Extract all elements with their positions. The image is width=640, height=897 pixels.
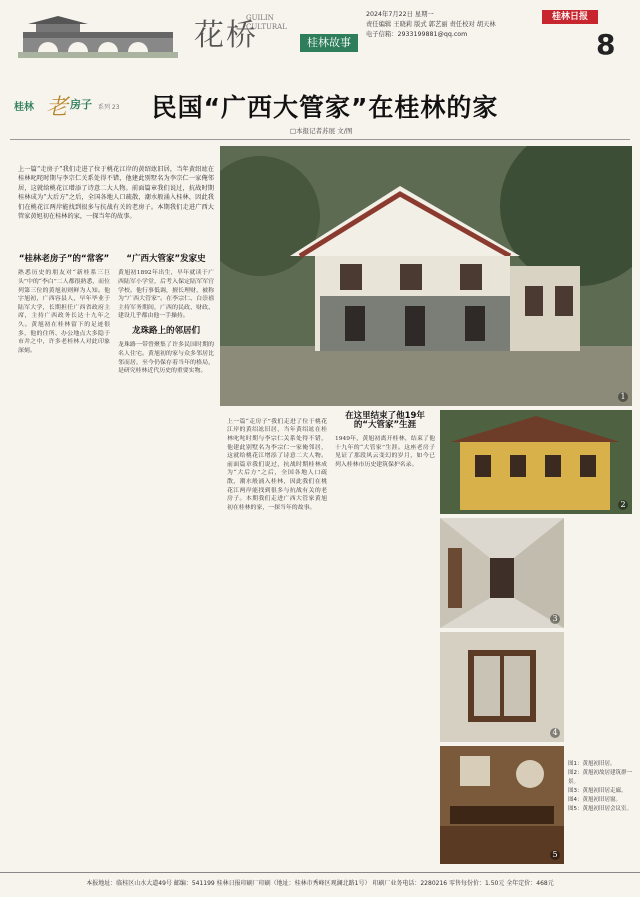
byline: □本报记者苏展 文/图 [290,127,353,135]
photo-1 [220,146,632,406]
section-heading: “广西大管家”发家史 [126,254,206,264]
section-body: 熟悉历史的朋友对“新桂系三巨头”中的“李白”二人都很熟悉，而位列第三位的黄旭初则鲜为人知。他字旭初，广西容县人，早年毕业于陆军大学，长期担任广西省政府主席，主持广西政务长达十九年之久。黄旭初在桂林留下的足迹很多，他的住所、办公地点大多隐于市井之中，许多老桂林人对此印象深刻。 [18,270,110,354]
section-body: 1949年，黄旭初离开桂林，结束了他十九年的“大管家”生涯。这座老房子见证了那段风云变幻的岁月，如今已列入桂林市历史建筑保护名录。 [335,436,435,468]
caption: 图4：黄旭初旧居窗。 [568,797,621,803]
column-badge: 桂林故事 [300,34,358,52]
masthead [0,0,640,92]
caption: 图2：黄旭初故居建筑群一景。 [568,770,633,785]
staff-line: 责任编辑 王晓莉 版式 郭艺丽 责任校对 胡天林 [366,21,496,28]
photo-number: 1 [618,392,628,402]
caption: 图3：黄旭初旧居走廊。 [568,788,627,794]
text-column-2 [118,255,214,382]
photo-3 [440,518,564,628]
photo-4 [440,632,564,742]
photo-number: 3 [550,614,560,624]
series-issue: 系列 23 [98,104,120,111]
series-mark: 老 [46,95,69,120]
email-line: 电子信箱：2933199881@qq.com [366,31,468,38]
text-column-1 [18,255,110,361]
masthead-info [366,10,496,40]
section-heading: 龙珠路上的邻居们 [131,325,200,336]
series-prefix: 桂林 [14,102,34,113]
section-body: 黄旭初1892年出生，早年就读于广西陆军小学堂，后考入保定陆军军官学校。他行事低调，擅长理财，被称为“广西大管家”。在李宗仁、白崇禧主持军务期间，广西的民政、财政、建设几乎都由他一手操持。 [118,270,214,320]
section-heading: “桂林老房子”的“常客” [18,254,110,264]
text-column-4 [335,412,435,475]
photo-2 [440,410,632,514]
divider [10,139,630,140]
caption: 图1：黄旭初旧居。 [568,761,616,767]
section-heading: 在这里结束了他19年的“大管家”生涯 [345,411,425,430]
footer: 本报地址：临桂区山水大道49号 邮编：541199 桂林日报印刷厂印刷（地址：桂林市秀峰区观澜北路1号） 印刷厂业务电话：2280216 零售每份价：1.50元 全年定价：468元 [0,872,640,897]
series-badge [8,88,138,120]
section-pinyin: GUILIN CULTURAL [246,14,287,31]
photo-number: 4 [550,728,560,738]
paper-logo: 桂林日报 [542,10,598,24]
caption: 图5：黄旭初旧居会议室。 [568,806,633,812]
section-body: 龙珠路一带曾聚集了许多民国时期的名人住宅。黄旭初的家与众多邻居比邻而居，至今仍保存着当年的格局，是研究桂林近代历史的重要实物。 [118,342,214,375]
bridge-logo-icon [18,10,178,58]
lead-paragraph: 上一篇“走房子”我们走进了位于桃花江岸的黄绍竑旧居，当年黄绍竑在桂林叱咤时期与李宗仁关系处得不错，他建此别墅名为李宗仁一家俺邻居，这就给桃花江增添了诗意二大人物。前面篇章我们说过，抗战时期桂林成为“大后方”之后，全国各地人口疏散，潮水般涌入桂林，因此我们在桃花江两岸能找到很多与抗战有关的老房子。本期我们走进广西大管家黄旭初在桂林的家，一探当年的故事。 [18,166,214,221]
section-body: 上一篇“走房子”我们走进了位于桃花江岸的黄绍竑旧居，当年黄绍竑在桂林叱咤时期与李宗仁关系处得不错，他建此别墅名为李宗仁一家俺邻居，这就给桃花江增添了诗意二大人物。前面篇章我们说过，抗战时期桂林成为“大后方”之后，全国各地人口疏散，潮水般涌入桂林，因此我们在桃花江两岸能找到很多与抗战有关的老房子。本期我们走进广西大管家黄旭初在桂林的家，一探当年的故事。 [227,418,327,511]
photo-number: 5 [550,850,560,860]
headline: 民国“广西大管家”在桂林的家 [151,93,499,122]
text-column-3 [227,412,327,518]
page-number: 8 [596,28,616,61]
section-title: 花桥 [194,18,258,53]
photo-captions [568,760,634,814]
issue-date: 2024年7月22日 星期一 [366,11,434,18]
photo-number: 2 [618,500,628,510]
series-name: 房子 [70,98,92,111]
photo-5 [440,746,564,864]
